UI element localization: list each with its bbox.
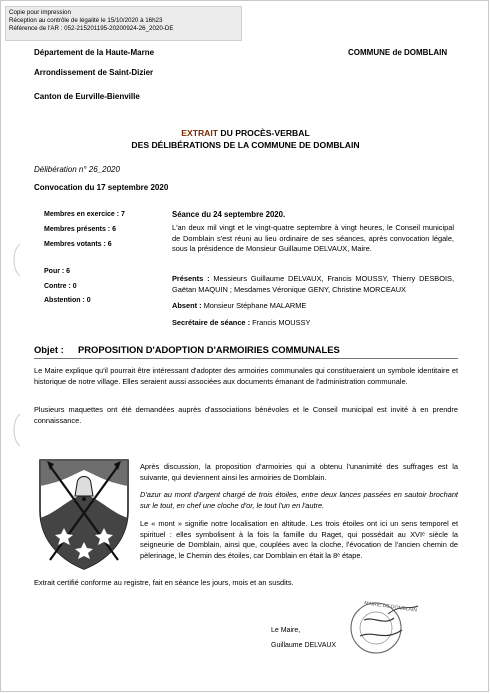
count-presents: Membres présents : 6 bbox=[44, 226, 116, 233]
paragraph-1: Le Maire explique qu'il pourrait être intéressant d'adopter des armoiries communales qui constitueraient un symbole identitaire et historique de notre village. Elles seraient aussi associées aux documents émanant de l'administration communale. bbox=[34, 366, 458, 386]
paragraph-3: Après discussion, la proposition d'armoiries qui a obtenu l'unanimité des suffrages est la suivante, qui deviennent ainsi les armoiries de Domblain. bbox=[140, 462, 458, 482]
document-title-line-1 bbox=[0, 128, 491, 138]
convocation-date: Convocation du 17 septembre 2020 bbox=[34, 183, 169, 192]
legality-stamp bbox=[5, 6, 242, 41]
margin-hole-mark-icon bbox=[10, 240, 24, 280]
signature-name: Guillaume DELVAUX bbox=[271, 642, 337, 649]
title-proces-verbal: DU PROCÈS-VERBAL bbox=[220, 128, 310, 138]
deliberation-number: Délibération n° 26_2020 bbox=[34, 165, 120, 174]
signature-role: Le Maire, bbox=[271, 627, 301, 634]
count-pour: Pour : 6 bbox=[44, 268, 71, 275]
paragraph-5: Le « mont » signifie notre localisation en altitude. Les trois étoiles ont ici un sens temporel et spirituel : elles symbolisent à la fois la famille du Raget, qui possédait au XVIᵉ siècle la seigneurie de Domblain, ainsi que, couplées avec la cloche, l'évocation de l'ancien chemin de pèlerinage, le Chemin des étoiles, car Domblain en était la 8ᵉ étape. bbox=[140, 519, 458, 560]
stamp-line-1: Copie pour impression bbox=[9, 9, 71, 16]
seance-text: L'an deux mil vingt et le vingt-quatre septembre à vingt heures, le Conseil municipal de Domblain s'est réuni au lieu ordinaire de ses séances, après convocation légale, sous la présidence de Monsieur Guillaume DELVAUX, Maire. bbox=[172, 223, 454, 254]
paragraph-4: D'azur au mont d'argent chargé de trois étoiles, entre deux lances passées en sautoir brochant sur le tout, en chef une cloche d'or, le tout l'un en l'autre. bbox=[140, 490, 458, 510]
count-votants: Membres votants : 6 bbox=[44, 241, 112, 248]
count-abstention: Abstention : 0 bbox=[44, 297, 91, 304]
objet-label: Objet : bbox=[34, 344, 64, 355]
objet-text: PROPOSITION D'ADOPTION D'ARMOIRIES COMMUNALES bbox=[78, 344, 340, 355]
count-contre: Contre : 0 bbox=[44, 283, 77, 290]
presents-text: Messieurs Guillaume DELVAUX, Francis MOUSSY, Thierry DESBOIS, Gaëtan MAQUIN ; Mesdames Véronique GENY, Christine MORCEAUX bbox=[172, 274, 454, 294]
header-departement: Département de la Haute-Marne bbox=[34, 48, 155, 57]
absent-text: Monsieur Stéphane MALARME bbox=[203, 301, 307, 310]
header-arrondissement: Arrondissement de Saint-Dizier bbox=[34, 68, 154, 77]
coat-of-arms-icon bbox=[36, 456, 132, 572]
absent-label: Absent : bbox=[172, 301, 202, 310]
margin-hole-mark-icon bbox=[10, 410, 24, 450]
seance-presents bbox=[172, 274, 454, 295]
secretaire-label: Secrétaire de séance : bbox=[172, 318, 251, 327]
stamp-line-2: Réception au contrôle de légalité le 15/10/2020 à 16h23 bbox=[9, 17, 163, 25]
seance-title: Séance du 24 septembre 2020. bbox=[172, 210, 286, 219]
count-exercice: Membres en exercice : 7 bbox=[44, 211, 125, 218]
paragraph-2: Plusieurs maquettes ont été demandées auprès d'associations bénévoles et le Conseil municipal est invité à en prendre connaissance. bbox=[34, 405, 458, 425]
paragraph-6: Extrait certifié conforme au registre, fait en séance les jours, mois et an susdits. bbox=[34, 578, 294, 587]
header-commune: COMMUNE de DOMBLAIN bbox=[348, 48, 448, 57]
seance-absent bbox=[172, 301, 454, 312]
stamp-line-3: Référence de l'AR : 052-215201195-20200924-26_2020-DE bbox=[9, 25, 174, 33]
presents-label: Présents : bbox=[172, 274, 210, 283]
objet-underline bbox=[34, 358, 458, 359]
header-canton: Canton de Eurville-Bienville bbox=[34, 92, 140, 101]
title-extrait: EXTRAIT bbox=[181, 128, 221, 138]
seal-text: MAIRIE DE DOMBLAIN bbox=[363, 600, 418, 614]
secretaire-text: Francis MOUSSY bbox=[252, 318, 311, 327]
document-title-line-2: DES DÉLIBÉRATIONS DE LA COMMUNE DE DOMBLAIN bbox=[131, 140, 360, 150]
seance-secretaire bbox=[172, 318, 454, 329]
